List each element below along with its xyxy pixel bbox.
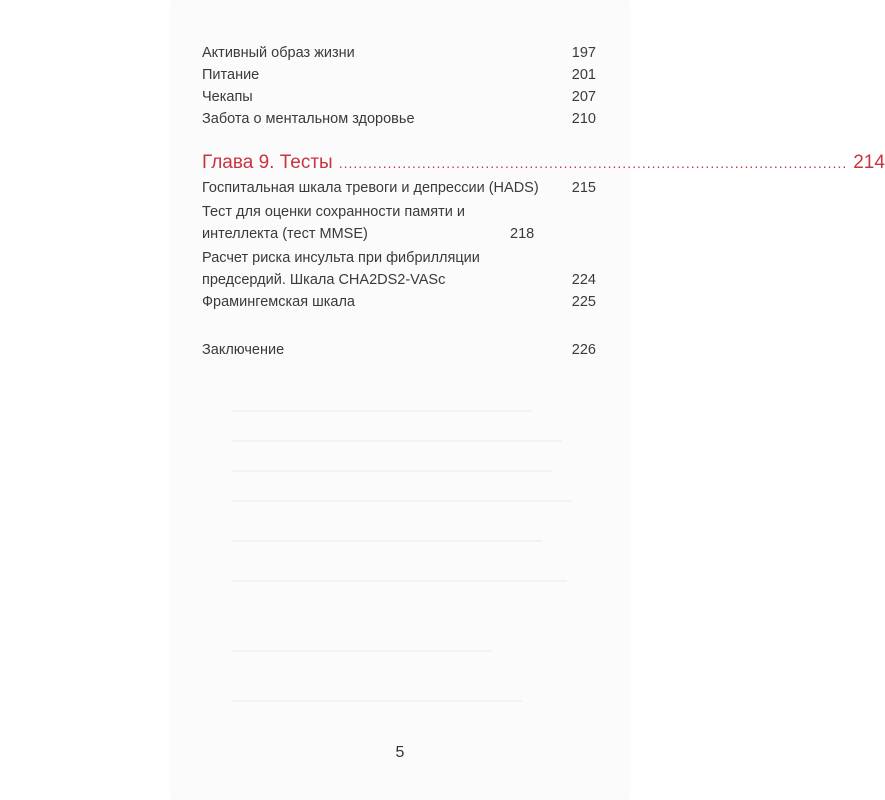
toc-entry-page: 201 xyxy=(571,67,596,83)
toc-entry-title: Питание xyxy=(202,67,260,83)
bleed-through-line xyxy=(232,500,572,502)
bleed-through-line xyxy=(232,650,492,652)
toc-entry[interactable] xyxy=(202,86,596,108)
toc-entry-title: Забота о ментальном здоровье xyxy=(202,111,415,127)
toc-entry-page: 218 xyxy=(510,226,535,242)
toc-entry[interactable] xyxy=(202,177,596,199)
bleed-through-line xyxy=(232,580,567,582)
toc-chapter-heading[interactable] xyxy=(202,149,885,177)
bleed-through-line xyxy=(232,410,532,412)
chapter-page: 214 xyxy=(853,152,885,173)
toc-entry[interactable] xyxy=(202,339,596,361)
toc-entry[interactable] xyxy=(202,201,596,245)
toc-entry-title: Расчет риска инсульта при фибрилляции предсердий. Шкала CHA2DS2-VASc xyxy=(202,250,480,288)
toc-entry-title: Активный образ жизни xyxy=(202,45,355,61)
toc-entry-page: 207 xyxy=(571,89,596,105)
table-of-contents xyxy=(202,42,885,361)
toc-entry-title: Фрамингемская шкала xyxy=(202,294,355,310)
bleed-through-line xyxy=(232,700,522,702)
toc-entry[interactable] xyxy=(202,64,596,86)
toc-entry-page: 210 xyxy=(571,111,596,127)
toc-entry[interactable] xyxy=(202,42,596,64)
toc-entry-page: 226 xyxy=(571,342,596,358)
toc-entry-page: 225 xyxy=(571,294,596,310)
bleed-through-line xyxy=(232,470,552,472)
toc-entry-title: Заключение xyxy=(202,342,285,358)
toc-entry-title: Чекапы xyxy=(202,89,253,105)
spacer xyxy=(202,313,596,339)
toc-entry[interactable] xyxy=(202,291,596,313)
bleed-through-line xyxy=(232,540,542,542)
toc-entry-title: Госпитальная шкала тревоги и депрессии (HADS) xyxy=(202,180,539,196)
book-page xyxy=(172,0,885,800)
dot-leader: ........................................................................................................ xyxy=(338,155,848,171)
toc-entry-title: Тест для оценки сохранности памяти и интеллекта (тест MMSE) xyxy=(202,204,465,242)
toc-entry-page: 215 xyxy=(571,180,596,196)
chapter-title: Глава 9. Тесты xyxy=(202,152,333,173)
toc-entry[interactable] xyxy=(202,247,596,291)
toc-entry[interactable] xyxy=(202,108,596,130)
page-number: 5 xyxy=(395,744,405,761)
toc-entry-page: 224 xyxy=(571,272,596,288)
toc-entry-page: 197 xyxy=(571,45,596,61)
bleed-through-line xyxy=(232,440,562,442)
